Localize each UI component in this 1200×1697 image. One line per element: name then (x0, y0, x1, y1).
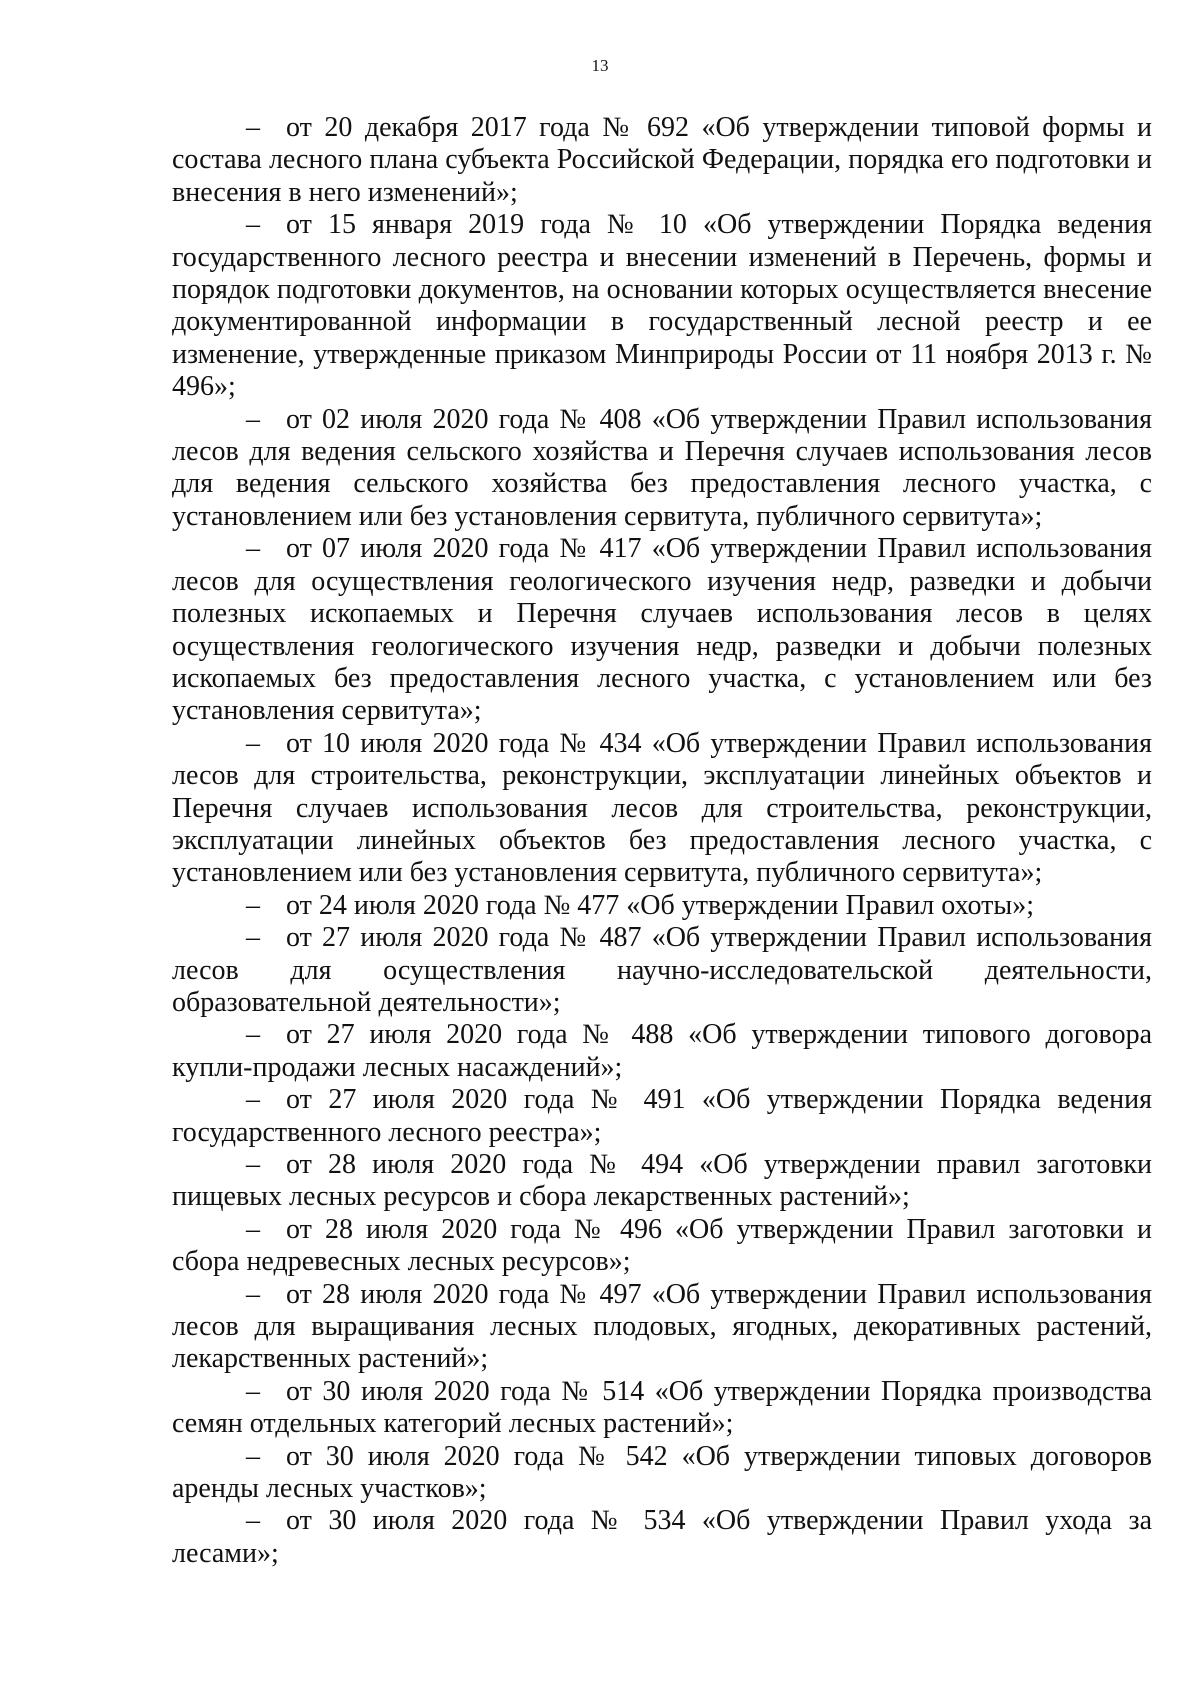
list-dash: – (246, 1213, 260, 1245)
list-item (172, 922, 1152, 1019)
list-item (172, 404, 1152, 534)
list-dash: – (246, 1440, 260, 1472)
list-item (172, 1084, 1152, 1149)
list-item-text: от 28 июля 2020 года № 496 «Об утверждении Правил заготовки и сбора недревесных лесных ресурсов»; (172, 1213, 1152, 1278)
list-dash: – (246, 1149, 260, 1180)
list-dash: – (246, 533, 260, 565)
list-item-text: от 27 июля 2020 года № 488 «Об утверждении типового договора купли-продажи лесных насаждений»; (172, 1019, 1152, 1083)
list-dash: – (246, 1084, 260, 1116)
list-dash: – (246, 1278, 260, 1310)
list-item (172, 112, 1152, 209)
page-number: 13 (591, 56, 609, 75)
list-dash: – (246, 889, 260, 921)
list-item-text: от 28 июля 2020 года № 494 «Об утверждении правил заготовки пищевых лесных ресурсов и сбора лекарственных растений»; (172, 1149, 1152, 1213)
list-dash: – (246, 1019, 260, 1051)
list-item-text: от 20 декабря 2017 года № 692 «Об утверждении типовой формы и состава лесного плана субъекта Российской Федерации, порядка его подготовки и внесения в него изменений»; (172, 112, 1152, 208)
list-item-text: от 27 июля 2020 года № 487 «Об утверждении Правил использования лесов для осуществления научно-исследовательской деятельности, образовательной деятельности»; (172, 922, 1152, 1018)
list-item-text: от 02 июля 2020 года № 408 «Об утверждении Правил использования лесов для ведения сельского хозяйства и Перечня случаев использования лесов для ведения сельского хозяйства без предоставления лесного участка, с установлением или без установления сервитута, публичного сервитута»; (172, 403, 1152, 532)
list-item (172, 1279, 1152, 1376)
list-item (172, 728, 1152, 890)
list-dash: – (246, 727, 260, 759)
list-dash: – (246, 922, 260, 954)
list-item-text: от 30 июля 2020 года № 542 «Об утверждении типовых договоров аренды лесных участков»; (172, 1440, 1152, 1505)
list-item (172, 1505, 1152, 1570)
list-item-text: от 07 июля 2020 года № 417 «Об утверждении Правил использования лесов для осуществления геологического изучения недр, разведки и добычи полезных ископаемых и Перечня случаев использования лесов в целях осуществления геологического изучения недр, разведки и добычи полезных ископаемых без предоставления лесного участка, с установлением или без установления сервитута»; (172, 533, 1152, 727)
list-item-text: от 15 января 2019 года № 10 «Об утверждении Порядка ведения государственного лесного реестра и внесении изменений в Перечень, формы и порядок подготовки документов, на основании которых осуществляется внесение документированной информации в государственный лесной реестр и ее изменение, утвержденные приказом Минприроды России от 11 ноября 2013 г. № 496»; (172, 209, 1152, 403)
list-item (172, 1019, 1152, 1084)
list-item (172, 209, 1152, 403)
list-item (172, 1214, 1152, 1279)
list-dash: – (246, 1375, 260, 1407)
list-item-text: от 28 июля 2020 года № 497 «Об утверждении Правил использования лесов для выращивания лесных плодовых, ягодных, декоративных растений, лекарственных растений»; (172, 1278, 1152, 1375)
document-body (172, 112, 1152, 1570)
list-item (172, 1376, 1152, 1441)
list-dash: – (246, 403, 260, 435)
list-dash: – (246, 209, 260, 241)
list-dash: – (246, 1505, 260, 1537)
list-item-text: от 24 июля 2020 года № 477 «Об утверждении Правил охоты»; (286, 889, 1034, 921)
list-dash: – (246, 112, 260, 143)
list-item-text: от 30 июля 2020 года № 534 «Об утверждении Правил ухода за лесами»; (172, 1505, 1152, 1569)
list-item (172, 1441, 1152, 1506)
list-item (172, 1149, 1152, 1214)
list-item-text: от 27 июля 2020 года № 491 «Об утверждении Порядка ведения государственного лесного реестра»; (172, 1084, 1152, 1148)
list-item (172, 890, 1152, 922)
list-item-text: от 10 июля 2020 года № 434 «Об утверждении Правил использования лесов для строительства, реконструкции, эксплуатации линейных объектов и Перечня случаев использования лесов для строительства, реконструкции, эксплуатации линейных объектов без предоставления лесного участка, с установлением или без установления сервитута, публичного сервитута»; (172, 727, 1152, 889)
list-item-text: от 30 июля 2020 года № 514 «Об утверждении Порядка производства семян отдельных категорий лесных растений»; (172, 1375, 1152, 1440)
list-item (172, 533, 1152, 727)
